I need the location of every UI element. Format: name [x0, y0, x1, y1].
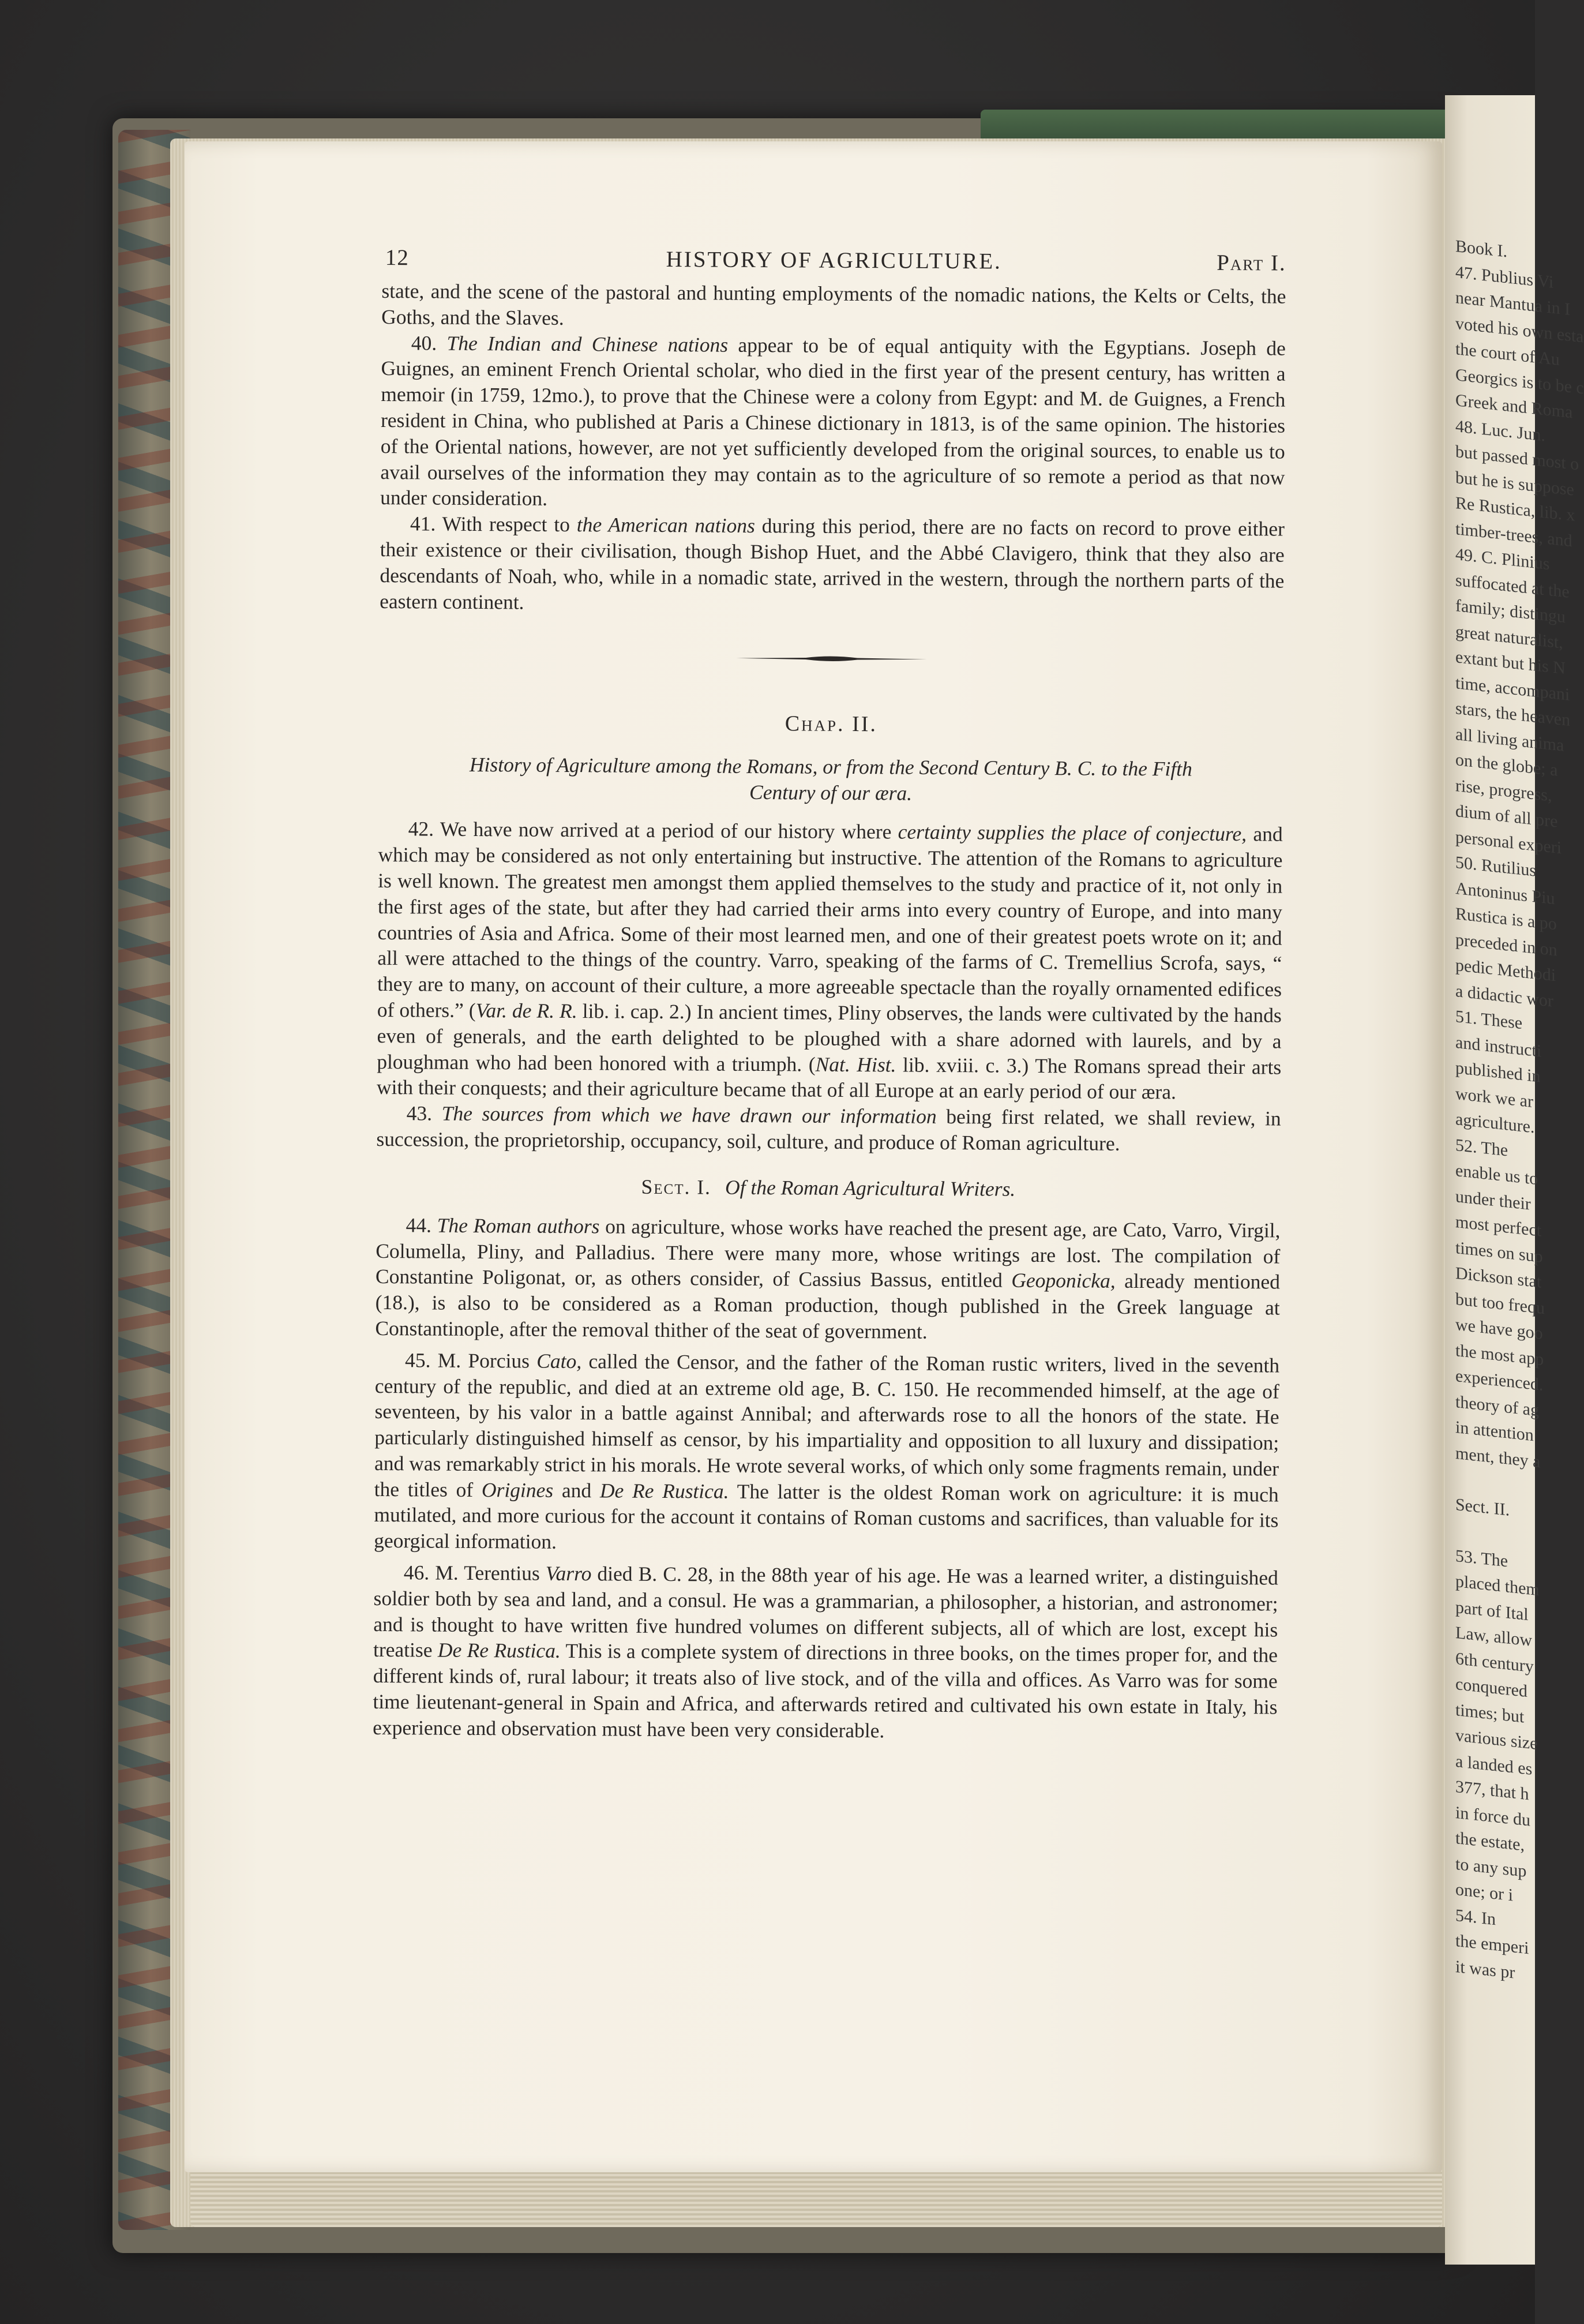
facing-page-line: rise, progress, — [1455, 775, 1552, 805]
facing-page-line: the emperi — [1455, 1931, 1529, 1958]
facing-page-line: it was pr — [1455, 1956, 1515, 1982]
facing-page-line: stars, the heaven — [1455, 699, 1571, 730]
facing-page-line: the most app — [1455, 1340, 1544, 1369]
section-number: Sect. I. — [641, 1175, 712, 1199]
facing-page-line: voted his own esta — [1455, 313, 1584, 346]
paragraph-41: 41. With respect to the American nations during this period, there are no facts on record to prove either their existence or their civilisation, though Bishop Huet, and the Abbé Clavigero, think that they also are descendants of Noah, who, while in a nomadic state, arrived in the western, through the northern parts of the eastern continent. — [380, 512, 1285, 614]
facing-page-line: placed them — [1455, 1572, 1540, 1600]
paragraph-40: 40. The Indian and Chinese nations appear to be of equal antiquity with the Egyptians. Joseph de Guignes, an eminent French Oriental scholar, who died in the first year of the present century, has written a memoir (in 1759, 12mo.), to prove that the Chinese were a colony from Egypt: and M. de Guignes, a French resident in China, who published at Paris a Chinese dictionary in 1813, is of the same opinion. The histories of the Oriental nations, however, are not yet sufficiently developed from the original sources, to enable us to avail ourselves of the information they may contain as to the agriculture of so remote a period as that now under consideration. — [380, 331, 1286, 511]
facing-page-line: 54. In — [1455, 1905, 1496, 1929]
facing-page-line: extant but his N — [1455, 647, 1566, 679]
body-text-chapter — [376, 816, 1283, 1157]
body-text-section — [373, 1212, 1281, 1746]
facing-page-line: but he is suppose — [1455, 467, 1574, 500]
facing-page-line: published in — [1455, 1058, 1541, 1086]
facing-page-line: work we ar — [1455, 1084, 1533, 1111]
ornament-rule — [736, 652, 926, 666]
facing-page-line: ment, they a — [1455, 1443, 1541, 1471]
facing-page-line: preceded in on — [1455, 929, 1557, 960]
facing-page-line: enable us to — [1455, 1161, 1538, 1189]
facing-page-line: agriculture. — [1455, 1109, 1535, 1137]
facing-page-line: Dickson stat — [1455, 1264, 1542, 1292]
facing-page-line: under their — [1455, 1186, 1531, 1214]
facing-page-line: and instructi — [1455, 1032, 1542, 1061]
paragraph-46: 46. M. Terentius Varro died B. C. 28, in the 88th year of his age. He was a learned writer, a distinguished soldier both by sea and land, and a consul. He was a grammarian, a philosopher, a historian, and astronomer; and is thought to have written five hundred volumes on different subjects, all of which are lost, except his treatise De Re Rustica. This is a complete system of directions in three books, on the times proper for, and the different kinds of, rural labour; it treats also of live stock, and of the villa and offices. As Varro was for some time lieutenant-general in Spain and Africa, and afterwards retired and cultivated his own estate in Italy, his experience and observation must have been very considerable. — [373, 1561, 1278, 1742]
facing-page-line: 377, that h — [1455, 1777, 1529, 1804]
facing-page-line: most perfect — [1455, 1212, 1542, 1240]
facing-page-line: on the globe; a — [1455, 750, 1558, 780]
facing-page-line: Antoninus Piu — [1455, 878, 1555, 908]
facing-page-line: Rustica is a po — [1455, 904, 1557, 934]
facing-page-line: dium of all pre — [1455, 801, 1558, 831]
chapter-subtitle-line-2: Century of our æra. — [749, 781, 913, 805]
body-text-top — [380, 278, 1286, 620]
facing-page-line: theory of ag — [1455, 1392, 1539, 1420]
page-number: 12 — [385, 245, 409, 271]
facing-page-line: part of Ital — [1455, 1597, 1529, 1624]
facing-page-line: Greek and Roma — [1455, 391, 1573, 422]
facing-page-line: we have goo — [1455, 1315, 1543, 1343]
section-heading — [376, 1173, 1281, 1203]
paragraph-45: 45. M. Porcius Cato, called the Censor, and the father of the Roman rustic writers, lived in the seventh century of the republic, and died at an extreme old age, B. C. 150. He recommended himself, at the age of seventeen, by his valor in a battle against Annibal; and afterwards rose to all the honors of the state. He particularly distinguished himself as censor, by his impartiality and opposition to all luxury and dissipation; and was remarkably strict in his morals. He wrote several works, of which only some fragments remain, under the titles of Origines and De Re Rustica. The latter is the oldest Roman work on agriculture: it is much mutilated, and more curious for the account it contains of Roman customs and sacrifices, than valuable for its georgical information. — [374, 1348, 1280, 1554]
running-head — [382, 237, 1286, 277]
facing-page-line: 49. C. Plinius — [1455, 545, 1550, 574]
facing-page-line: Law, allow — [1455, 1623, 1533, 1650]
facing-page-line: 53. The — [1455, 1546, 1508, 1571]
facing-page-line: one; or i — [1455, 1880, 1513, 1905]
facing-page-line: Georgics is to be c — [1455, 365, 1584, 398]
facing-page-line: 52. The — [1455, 1135, 1508, 1160]
facing-page-line: personal experi — [1455, 827, 1562, 857]
facing-page-line: in force du — [1455, 1802, 1530, 1830]
chapter-heading: Chap. II. — [785, 711, 878, 737]
facing-page-line: in attention — [1455, 1418, 1534, 1445]
facing-page-line: great naturalist, — [1455, 621, 1563, 653]
facing-page-line: but passed most o — [1455, 442, 1579, 474]
paragraph-42: 42. We have now arrived at a period of our history where certainty supplies the place of conjecture, and which may be considered as not only entertaining but instructive. The attention of the Romans to agriculture is well known. The greatest men amongst them applied themselves to the study and practice of it, not only in the first ages of the state, but after they had carried their arms into every country of Europe, and into many countries of Asia and Africa. Some of their most learned men, and one of their greatest poets wrote on it; and all were attached to the things of the country. Varro, speaking of the farms of C. Tremellius Scrofa, says, “ they are to many, on account of their culture, a more agreeable spectacle than the royally ornamented edifices of others.” (Var. de R. R. lib. i. cap. 2.) In ancient times, Pliny observes, the lands were cultivated by the hands even of generals, and the earth delighted to be ploughed with a share adorned with laurels, and by a ploughman who had been honored with a triumph. (Nat. Hist. lib. xviii. c. 3.) The Romans spread their arts with their conquests; and their agriculture became that of all Europe at an early period of our æra. — [376, 817, 1283, 1104]
facing-page-line: a didactic wor — [1455, 981, 1553, 1011]
facing-page-line: Sect. II. — [1455, 1494, 1510, 1520]
facing-page-line: times on sup — [1455, 1238, 1543, 1266]
facing-page-line: 51. These — [1455, 1007, 1523, 1033]
paragraph-43: 43. The sources from which we have drawn our information being first related, we shall review, in succession, the proprietorship, occupancy, soil, culture, and produce of Roman agriculture. — [376, 1101, 1281, 1155]
facing-page-line: all living anima — [1455, 724, 1564, 755]
paragraph-continued: state, and the scene of the pastoral and hunting employments of the nomadic nations, the Kelts or Celts, the Goths, and the Slaves. — [381, 279, 1286, 329]
chapter-subtitle-line-1: History of Agriculture among the Romans, or from the Second Century B. C. to the Fifth — [469, 753, 1192, 781]
facing-page-line: 6th century — [1455, 1648, 1534, 1676]
facing-page-text — [1455, 234, 1584, 1992]
facing-page-line: a landed es — [1455, 1751, 1533, 1779]
facing-page-line: various size — [1455, 1726, 1538, 1753]
facing-page-line: to any sup — [1455, 1854, 1527, 1881]
facing-page — [1445, 95, 1584, 2265]
facing-page-line: timber-trees, and — [1455, 519, 1572, 550]
facing-page-line: near Mantua in I — [1455, 288, 1571, 319]
running-title: HISTORY OF AGRICULTURE. — [666, 247, 1002, 274]
facing-page-line: conquered — [1455, 1674, 1527, 1701]
facing-page-line: 48. Luc. Jun. — [1455, 416, 1545, 445]
facing-page-line: the court of Au — [1455, 339, 1560, 370]
chapter-subtitle — [378, 751, 1283, 809]
facing-page-line: experienced. — [1455, 1366, 1544, 1395]
facing-page-line: pedic Methodi — [1455, 955, 1556, 985]
facing-page-line: time, accompani — [1455, 673, 1570, 704]
facing-page-line: Book I. — [1455, 237, 1507, 261]
facing-page-line: Re Rustica, lib. x — [1455, 493, 1575, 525]
page-stack-bottom-edge — [190, 2169, 1442, 2227]
page-content — [373, 237, 1286, 1746]
facing-page-line: but too frequ — [1455, 1289, 1545, 1318]
facing-page-line: times; but — [1455, 1700, 1525, 1727]
facing-page-line: family; distingu — [1455, 596, 1566, 627]
facing-page-line: suffocated at the — [1455, 570, 1570, 602]
section-title: Of the Roman Agricultural Writers. — [725, 1175, 1016, 1201]
part-label: Part I. — [1217, 250, 1286, 276]
facing-page-line: 47. Publius Vi — [1455, 262, 1554, 292]
facing-page-line: 50. Rutilius — [1455, 853, 1537, 880]
paragraph-44: 44. The Roman authors on agriculture, whose works have reached the present age, are Cato, Varro, Virgil, Columella, Pliny, and Palladius. There were many more, whose writings are lost. The compilation of Constantine Poligonat, or, as others consider, of Cassius Bassus, entitled Geoponicka, already mentioned (18.), is also to be considered as a Roman production, though published in the Greek language at Constantinople, after the removal thither of the seat of government. — [375, 1213, 1281, 1343]
facing-page-line: the estate, — [1455, 1828, 1525, 1855]
